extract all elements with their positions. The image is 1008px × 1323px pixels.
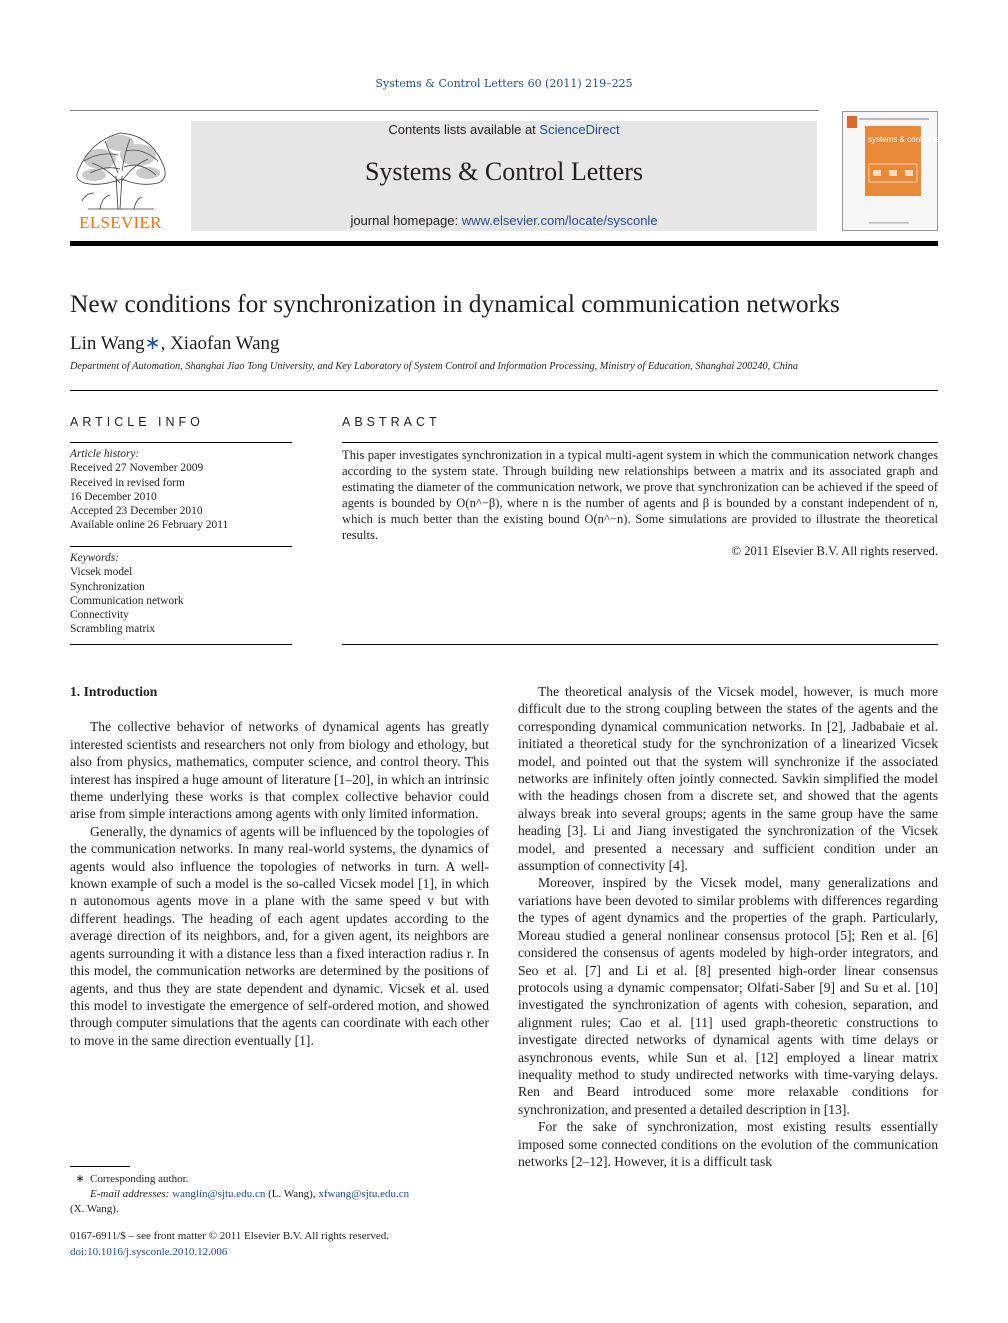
email-link-2[interactable]: xfwang@sjtu.edu.cn bbox=[318, 1188, 410, 1200]
front-matter-line: 0167-6911/$ – see front matter © 2011 Elsevier B.V. All rights reserved. bbox=[70, 1230, 389, 1242]
article-title: New conditions for synchronization in dynamical communication networks bbox=[70, 289, 840, 318]
history-item: Received in revised form bbox=[70, 476, 185, 489]
copyright-line: © 2011 Elsevier B.V. All rights reserved. bbox=[731, 544, 938, 558]
article-info-heading: ARTICLE INFO bbox=[70, 415, 204, 429]
author-1[interactable]: Lin Wang bbox=[70, 333, 145, 354]
abstract-text: This paper investigates synchronization in a typical multi-agent system in which the communication network changes according to the system state. Through building new relationships between a matrix and its associated graph and estimating the diameter of the communication network, we prove that synchronization can be achieved if the speed of agents is bounded by O(n^−β), where n is the number of agents and β is bounded by a constant independent of n, which is much better than the existing bound O(n^−n). Some simulations are provided to illustrate the theoretical results. bbox=[342, 448, 938, 542]
cover-image-icon bbox=[843, 112, 956, 230]
history-item: Available online 26 February 2011 bbox=[70, 519, 229, 532]
contents-line bbox=[191, 122, 817, 137]
history-label: Article history: bbox=[70, 448, 140, 460]
abstract-body bbox=[342, 447, 938, 559]
body-paragraph: The collective behavior of networks of dynamical agents has greatly interested scientists and researchers not only from biology and ethology, but also from physics, mathematics, computer science, and control theory. This interest has inspired a huge amount of literature [1–20], in which an intrinsic theme underlying these works is that complex collective behavior could arise from simple interactions among agents with only limited information. bbox=[70, 719, 489, 822]
body-paragraph: The theoretical analysis of the Vicsek model, however, is much more difficult due to the strong coupling between the states of the agents and the corresponding dynamical communication networks. In [2], Jadbabaie et al. initiated a theoretical study for the synchronization of a linearized Vicsek model, and pointed out that the system will synchronize if the associated networks are infinitely often jointly connected. Savkin simplified the model with the headings chosen from a discrete set, and showed that the agents always break into several groups; agents in the same group have the same heading [3]. Li and Jiang investigated the synchronization of the Vicsek model, and presented a necessary and sufficient condition under an assumption of connectivity [4]. bbox=[518, 684, 938, 874]
footnote bbox=[70, 1172, 489, 1217]
issn-block bbox=[70, 1229, 389, 1260]
author-list bbox=[70, 332, 280, 355]
corresponding-author-mark[interactable]: ∗ bbox=[144, 333, 161, 354]
affiliation: Department of Automation, Shanghai Jiao Tong University, and Key Laboratory of System Control and Information Processing, Ministry of Education, Shanghai 200240, China bbox=[70, 361, 799, 372]
body-paragraph: Generally, the dynamics of agents will be influenced by the topologies of the communication networks. In many real-world systems, the dynamics of agents would also influence the topologies of networks in turn. A well-known example of such a model is the so-called Vicsek model [1], in which n autonomous agents move in a plane with the same speed v but with different headings. The heading of each agent updates according to the average direction of its neighbors, and, for a given agent, its neighbors are agents surrounding it with a distance less than a fixed interaction radius r. In this model, the communication networks are determined by the positions of agents, and thus they are state dependent and dynamic. Vicsek et al. used this model to investigate the emergence of self-ordered motion, and showed through computer simulations that the agents can coordinate with each other to move in the same direction eventually [1]. bbox=[70, 823, 489, 1048]
article-history bbox=[70, 447, 292, 533]
abstract-heading: ABSTRACT bbox=[342, 415, 441, 429]
corresponding-author-note: Corresponding author. bbox=[90, 1173, 189, 1185]
footnote-rule bbox=[70, 1166, 130, 1167]
body-paragraph: Moreover, inspired by the Vicsek model, many generalizations and variations have been devoted to similar problems with differences regarding the types of agent dynamics and the properties of the graph. Particularly, Moreau studied a general nonlinear consensus protocol [5]; Ren et al. [6] considered the consensus of agents modeled by high-order integrators, and Seo et al. [7] and Li et al. [8] presented high-order linear consensus protocols using a dynamic compensator; Olfati-Saber [9] and Su et al. [10] investigated the synchronization of agents with cohesion, separation, and alignment rules; Cao et al. [11] used graph-theoretic constructions to investigate directed networks of dynamical agents with time delays or asynchronous events, while Sun et al. [12] employed a linear matrix inequality method to study undirected networks with time-varying delays. Ren and Beard introduced some more relaxable conditions for synchronization, and presented a detailed description in [13]. bbox=[518, 875, 938, 1117]
journal-banner bbox=[191, 121, 817, 231]
email-label: E-mail addresses: bbox=[90, 1188, 170, 1200]
elsevier-logo[interactable] bbox=[70, 121, 171, 233]
header-thick-rule bbox=[70, 241, 938, 246]
keyword-item: Synchronization bbox=[70, 580, 145, 593]
keyword-item: Scrambling matrix bbox=[70, 623, 156, 636]
history-item: Accepted 23 December 2010 bbox=[70, 505, 203, 518]
contents-prefix: Contents lists available at bbox=[388, 122, 540, 137]
abstract-rule-bottom bbox=[342, 644, 938, 645]
keyword-item: Connectivity bbox=[70, 609, 129, 622]
tree-icon bbox=[70, 121, 171, 213]
elsevier-wordmark: ELSEVIER bbox=[79, 213, 162, 232]
email-owner-2: (X. Wang). bbox=[70, 1203, 119, 1215]
keyword-item: Vicsek model bbox=[70, 566, 133, 579]
doi-link[interactable]: doi:10.1016/j.sysconle.2010.12.006 bbox=[70, 1245, 228, 1258]
journal-name: Systems & Control Letters bbox=[364, 157, 644, 186]
body-paragraph: For the sake of synchronization, most existing results essentially imposed some connected conditions on the evolution of the communication networks [2–12]. However, it is a difficult task bbox=[518, 1119, 938, 1169]
footnote-mark: ∗ bbox=[75, 1173, 85, 1185]
info-rule-middle bbox=[70, 546, 292, 547]
header-rule bbox=[70, 110, 819, 111]
section-heading: 1. Introduction bbox=[70, 684, 158, 699]
journal-cover[interactable] bbox=[842, 111, 956, 231]
homepage-prefix: journal homepage: bbox=[350, 213, 462, 228]
keywords bbox=[70, 551, 292, 637]
history-item: 16 December 2010 bbox=[70, 490, 157, 503]
author-separator: , bbox=[160, 333, 171, 354]
abstract-rule-top bbox=[342, 442, 938, 443]
author-2[interactable]: Xiaofan Wang bbox=[170, 333, 280, 354]
keyword-item: Communication network bbox=[70, 594, 184, 607]
history-item: Received 27 November 2009 bbox=[70, 462, 204, 475]
journal-reference[interactable]: Systems & Control Letters 60 (2011) 219–225 bbox=[375, 77, 633, 90]
sciencedirect-link[interactable]: ScienceDirect bbox=[539, 122, 620, 137]
body-column-right bbox=[518, 683, 938, 1170]
cover-title: systems & control letters bbox=[868, 135, 956, 144]
homepage-link[interactable]: www.elsevier.com/locate/sysconle bbox=[461, 213, 658, 228]
info-rule-top bbox=[70, 442, 292, 443]
keywords-label: Keywords: bbox=[70, 552, 119, 564]
email-owner-1: (L. Wang), bbox=[265, 1188, 319, 1200]
info-rule-bottom bbox=[70, 644, 292, 645]
affiliation-rule bbox=[70, 390, 938, 391]
homepage-line bbox=[191, 213, 817, 228]
body-column-left bbox=[70, 683, 489, 1049]
email-link-1[interactable]: wanglin@sjtu.edu.cn bbox=[172, 1188, 266, 1200]
